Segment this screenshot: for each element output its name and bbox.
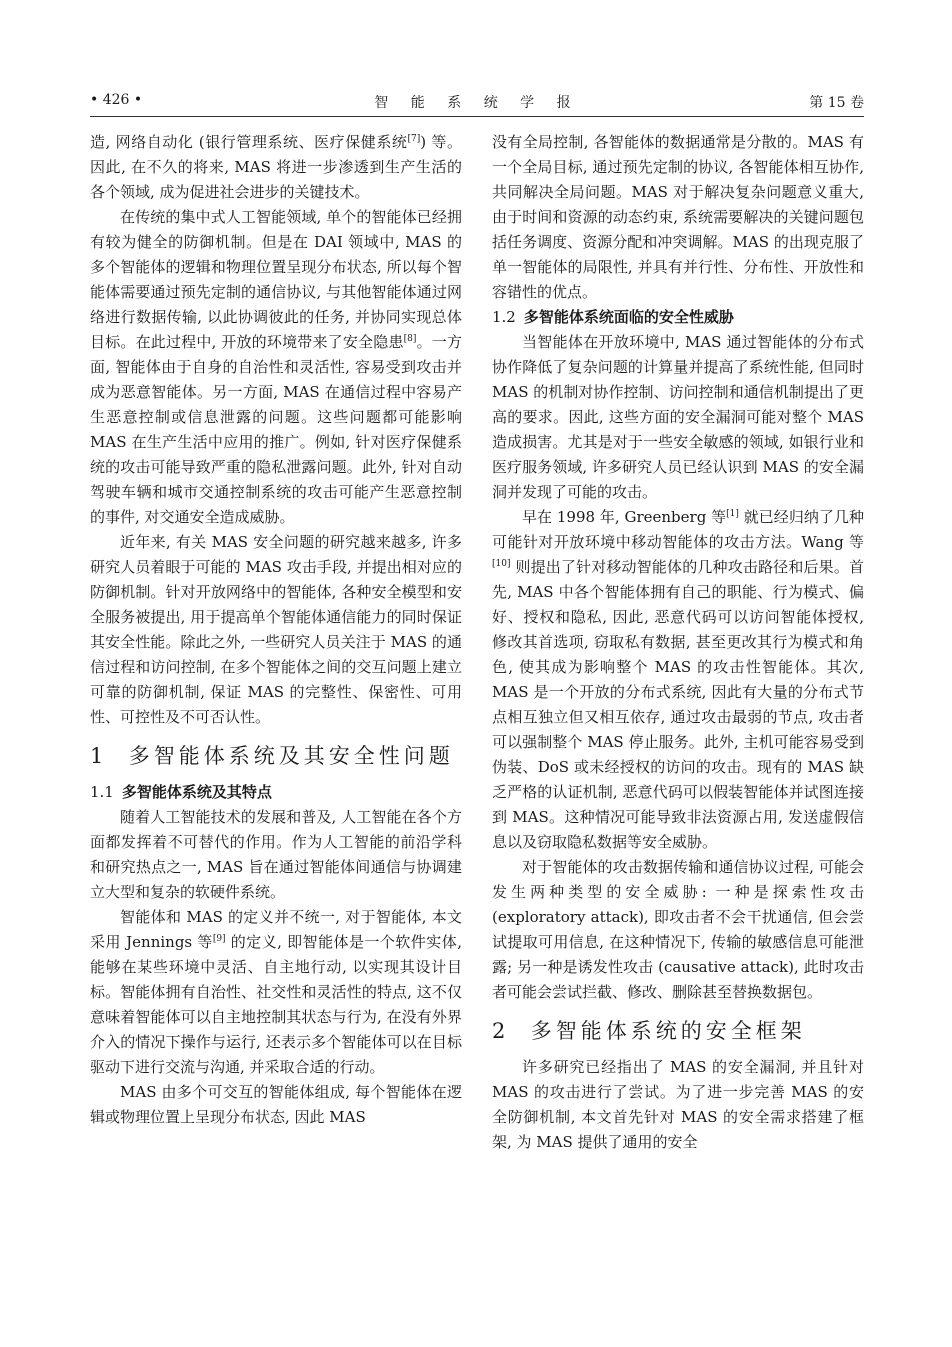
text-run: 的定义, 即智能体是一个软件实体, 能够在某些环境中灵活、自主地行动, 以实现其设计目标。智能体拥有自治性、社交性和灵活性的特点, 这不仅意味着智能体可以自主地控制其状态与行为, 在没有外界介入的情况下操作与运行, 还表示多个智能体可以在目标驱动下进行交流与沟通, 并采取合适的行动。	[90, 933, 462, 1076]
page-number: • 426 •	[90, 92, 143, 108]
subsection-title: 多智能体系统面临的安全性威胁	[523, 308, 734, 326]
text-run: 。一方面, 智能体由于自身的自治性和灵活性, 容易受到攻击并成为恶意智能体。另一方面, MAS 在通信过程中容易产生恶意控制或信息泄露的问题。这些问题都可能影响 MAS 在生产生活中应用的推广。例如, 针对医疗保健系统的攻击可能导致严重的隐私泄露问题。此外, 针对自动驾驶车辆和城市交通控制系统的攻击可能产生恶意控制的事件, 对交通安全造成威胁。	[90, 333, 462, 526]
section-heading-2	[492, 1017, 864, 1045]
text-run: 则提出了针对移动智能体的几种攻击路径和后果。首先, MAS 中各个智能体拥有自己的职能、行为模式、偏好、授权和隐私, 因此, 恶意代码可以访问智能体授权, 修改其首选项, 窃取私有数据, 甚至更改其行为模式和角色, 使其成为影响整个 MAS 的攻击性智能体。其次, MAS 是一个开放的分布式系统, 因此有大量的分布式节点相互独立但又相互依存, 通过攻击最弱的节点, 攻击者可以强制整个 MAS 停止服务。此外, 主机可能容易受到伪装、DoS 或未经授权的访问的攻击。现有的 MAS 缺乏严格的认证机制, 恶意代码可以假装智能体并试图连接到 MAS。这种情况可能导致非法资源占用, 发送虚假信息以及窃取隐私数据等安全威胁。	[492, 558, 864, 851]
paragraph: 当智能体在开放环境中, MAS 通过智能体的分布式协作降低了复杂问题的计算量并提高了系统性能, 但同时 MAS 的机制对协作控制、访问控制和通信机制提出了更高的要求。因此, 这些方面的安全漏洞可能对整个 MAS 造成损害。尤其是对于一些安全敏感的领域, 如银行业和医疗服务领域, 许多研究人员已经认识到 MAS 的安全漏洞并发现了可能的攻击。	[492, 333, 864, 501]
text-run: 早在 1998 年, Greenberg 等	[522, 508, 727, 526]
paragraph: MAS 由多个可交互的智能体组成, 每个智能体在逻辑或物理位置上呈现分布状态, 因此 MAS	[90, 1083, 462, 1126]
subsection-heading-1-2	[492, 305, 864, 330]
citation: [7]	[407, 134, 421, 144]
paragraph: 没有全局控制, 各智能体的数据通常是分散的。MAS 有一个全局目标, 通过预先定制的协议, 各智能体相互协作, 共同解决全局问题。MAS 对于解决复杂问题意义重大, 由于时间和资源的动态约束, 系统需要解决的关键问题包括任务调度、资源分配和冲突调解。MAS 的出现克服了单一智能体的局限性, 并具有并行性、分布性、开放性和容错性的优点。	[492, 133, 864, 301]
paragraph: 随着人工智能技术的发展和普及, 人工智能在各个方面都发挥着不可替代的作用。作为人工智能的前沿学科和研究热点之一, MAS 旨在通过智能体间通信与协调建立大型和复杂的软硬件系统。	[90, 808, 462, 901]
citation: [8]	[403, 334, 417, 344]
paragraph	[90, 205, 462, 530]
subsection-heading-1-1	[90, 780, 462, 805]
text-run: ) 等。因此, 在不久的将来, MAS 将进一步渗透到生产生活的各个领域, 成为促进社会进步的关键技术。	[90, 133, 462, 201]
section-number: 2	[492, 1019, 510, 1043]
citation: [10]	[492, 559, 511, 569]
paragraph	[90, 130, 462, 205]
section-title: 多智能体系统及其安全性问题	[128, 744, 454, 768]
paragraph	[492, 505, 864, 855]
journal-title: 智 能 系 统 学 报	[374, 95, 580, 111]
running-header	[90, 88, 864, 117]
text-run: 就已经归纳了几种可能针对开放环境中移动智能体的攻击方法。Wang 等	[492, 508, 864, 551]
text-run: 在传统的集中式人工智能领域, 单个的智能体已经拥有较为健全的防御机制。但是在 DAI 领域中, MAS 的多个智能体的逻辑和物理位置呈现分布状态, 所以每个智能体需要通过预先定制的通信协议, 与其他智能体通过网络进行数据传输, 以此协调彼此的任务, 并协同实现总体目标。在此过程中, 开放的环境带来了安全隐患	[90, 208, 462, 351]
section-number: 1	[90, 744, 108, 768]
subsection-number: 1.1	[90, 783, 114, 801]
subsection-title: 多智能体系统及其特点	[121, 783, 272, 801]
section-title: 多智能体系统的安全框架	[530, 1019, 806, 1043]
paragraph	[90, 905, 462, 1080]
volume-label: 第 15 卷	[809, 95, 864, 111]
paragraph: 近年来, 有关 MAS 安全问题的研究越来越多, 许多研究人员着眼于可能的 MAS 攻击手段, 并提出相对应的防御机制。针对开放网络中的智能体, 各种安全模型和安全服务被提出, 用于提高单个智能体通信能力的同时保证其安全性能。除此之外, 一些研究人员关注于 MAS 的通信过程和访问控制, 在多个智能体之间的交互问题上建立可靠的防御机制, 保证 MAS 的完整性、保密性、可用性、可控性及不可否认性。	[90, 533, 462, 726]
right-column	[492, 130, 864, 1155]
paragraph: 许多研究已经指出了 MAS 的安全漏洞, 并且针对 MAS 的攻击进行了尝试。为了进一步完善 MAS 的安全防御机制, 本文首先针对 MAS 的安全需求搭建了框架, 为 MAS 提供了通用的安全	[492, 1058, 864, 1151]
citation: [1]	[726, 509, 739, 519]
subsection-number: 1.2	[492, 308, 516, 326]
text-run: 造, 网络自动化 (银行管理系统、医疗保健系统	[90, 133, 408, 151]
section-heading-1	[90, 742, 462, 770]
text-run: 智能体和 MAS 的定义并不统一, 对于智能体, 本文采用 Jennings 等	[90, 908, 462, 951]
paragraph: 对于智能体的攻击数据传输和通信协议过程, 可能会发生两种类型的安全威胁: 一种是探索性攻击 (exploratory attack), 即攻击者不会干扰通信, 但会尝试提取可用信息, 在这种情况下, 传输的敏感信息可能泄露; 另一种是诱发性攻击 (causative attack), 此时攻击者可能会尝试拦截、修改、删除甚至替换数据包。	[492, 858, 864, 1001]
left-column	[90, 130, 462, 1130]
citation: [9]	[212, 934, 226, 944]
